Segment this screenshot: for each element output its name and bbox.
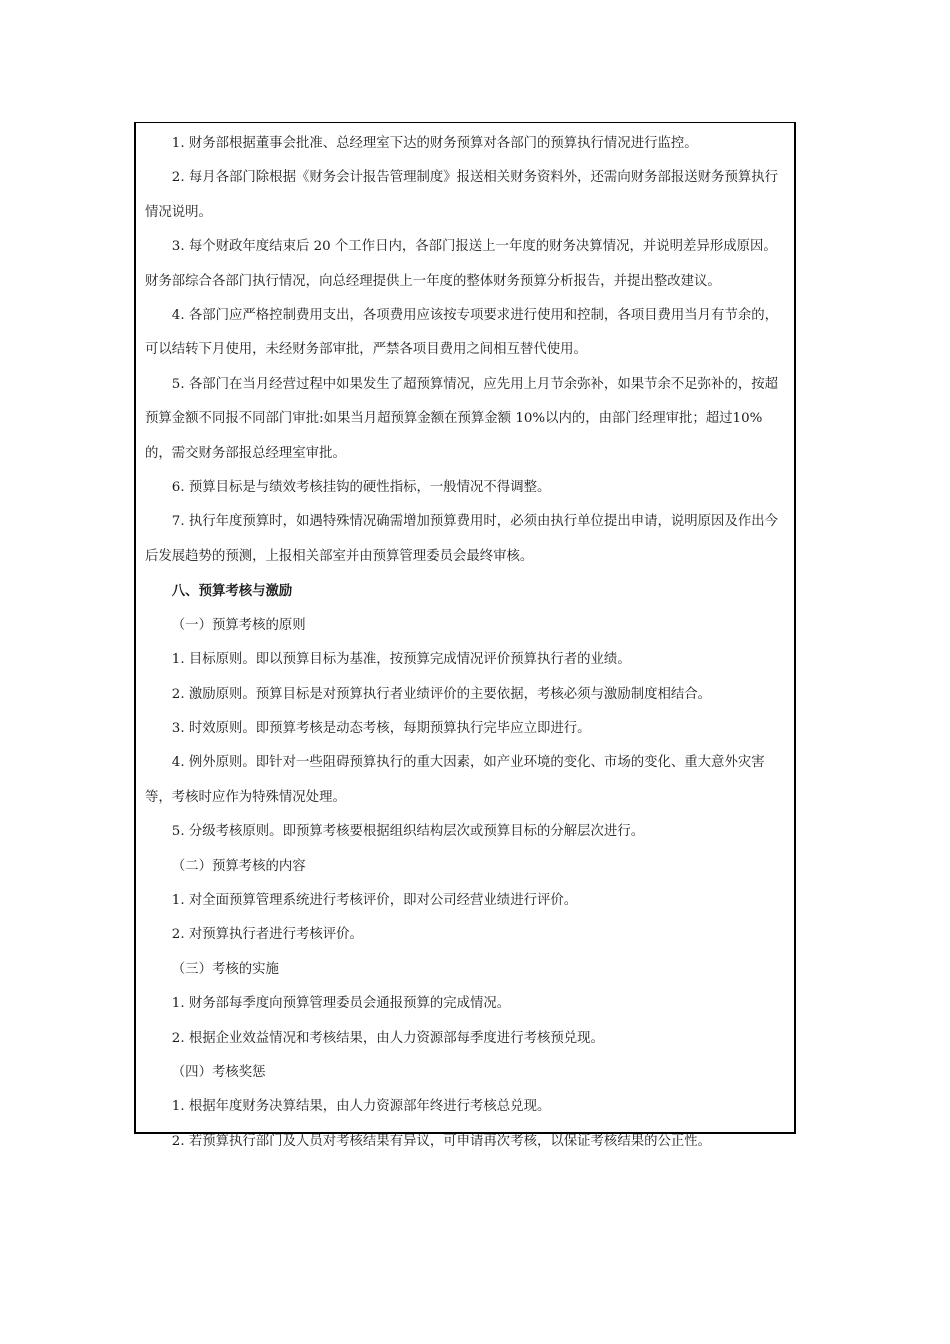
subsection-principles: （一）预算考核的原则 [171, 617, 306, 633]
subsection-rewards: （四）考核奖惩 [171, 1064, 266, 1080]
list-item: 2. 若预算执行部门及人员对考核结果有异议，可申请再次考核，以保证考核结果的公正性。 [171, 1133, 712, 1149]
list-item: 1. 目标原则。即以预算目标为基准，按预算完成情况评价预算执行者的业绩。 [171, 652, 631, 668]
paragraph-expense-control: 4. 各部门应严格控制费用支出，各项费用应该按专项要求进行使用和控制，各项目费用当月有节余的，可以结转下月使用，未经财务部审批，严禁各项目费用之间相互替代使用。 [145, 308, 779, 358]
paragraph-budget-increase: 7. 执行年度预算时，如遇特殊情况确需增加预算费用时，必须由执行单位提出申请，说明原因及作出今后发展趋势的预测，上报相关部室并由预算管理委员会最终审核。 [145, 514, 779, 564]
paragraph-over-budget: 5. 各部门在当月经营过程中如果发生了超预算情况，应先用上月节余弥补，如果节余不足弥补的，按超预算金额不同报不同部门审批:如果当月超预算金额在预算金额 10%以内的，由部门经理审批；超过10%的，需交财务部报总经理室审批。 [145, 376, 779, 461]
paragraph-annual-settlement: 3. 每个财政年度结束后 20 个工作日内，各部门报送上一年度的财务决算情况，并说明差异形成原因。财务部综合各部门执行情况，向总经理提供上一年度的整体财务预算分析报告，并提出整改建议。 [145, 239, 777, 289]
paragraph-budget-monitoring: 1. 财务部根据董事会批准、总经理室下达的财务预算对各部门的预算执行情况进行监控。 [171, 136, 698, 151]
paragraph-hard-target: 6. 预算目标是与绩效考核挂钩的硬性指标，一般情况不得调整。 [171, 480, 551, 496]
document-frame [134, 122, 796, 1149]
paragraph-monthly-report: 2. 每月各部门除根据《财务会计报告管理制度》报送相关财务资料外，还需向财务部报送财务预算执行情况说明。 [145, 170, 779, 220]
list-item: 4. 例外原则。即针对一些阻碍预算执行的重大因素，如产业环境的变化、市场的变化、重大意外灾害等，考核时应作为特殊情况处理。 [145, 755, 765, 805]
list-item: 1. 对全面预算管理系统进行考核评价，即对公司经营业绩进行评价。 [171, 892, 578, 908]
subsection-implementation: （三）考核的实施 [171, 961, 279, 977]
list-item: 3. 时效原则。即预算考核是动态考核，每期预算执行完毕应立即进行。 [171, 720, 591, 736]
list-item: 1. 根据年度财务决算结果，由人力资源部年终进行考核总兑现。 [171, 1099, 551, 1115]
subsection-content: （二）预算考核的内容 [171, 858, 306, 874]
section-heading: 八、预算考核与激励 [171, 583, 293, 600]
list-item: 5. 分级考核原则。即预算考核要根据组织结构层次或预算目标的分解层次进行。 [171, 824, 645, 840]
list-item: 2. 激励原则。预算目标是对预算执行者业绩评价的主要依据，考核必须与激励制度相结合。 [171, 686, 712, 702]
list-item: 2. 根据企业效益情况和考核结果，由人力资源部每季度进行考核预兑现。 [171, 1030, 604, 1046]
list-item: 1. 财务部每季度向预算管理委员会通报预算的完成情况。 [171, 996, 511, 1012]
list-item: 2. 对预算执行者进行考核评价。 [171, 927, 363, 943]
